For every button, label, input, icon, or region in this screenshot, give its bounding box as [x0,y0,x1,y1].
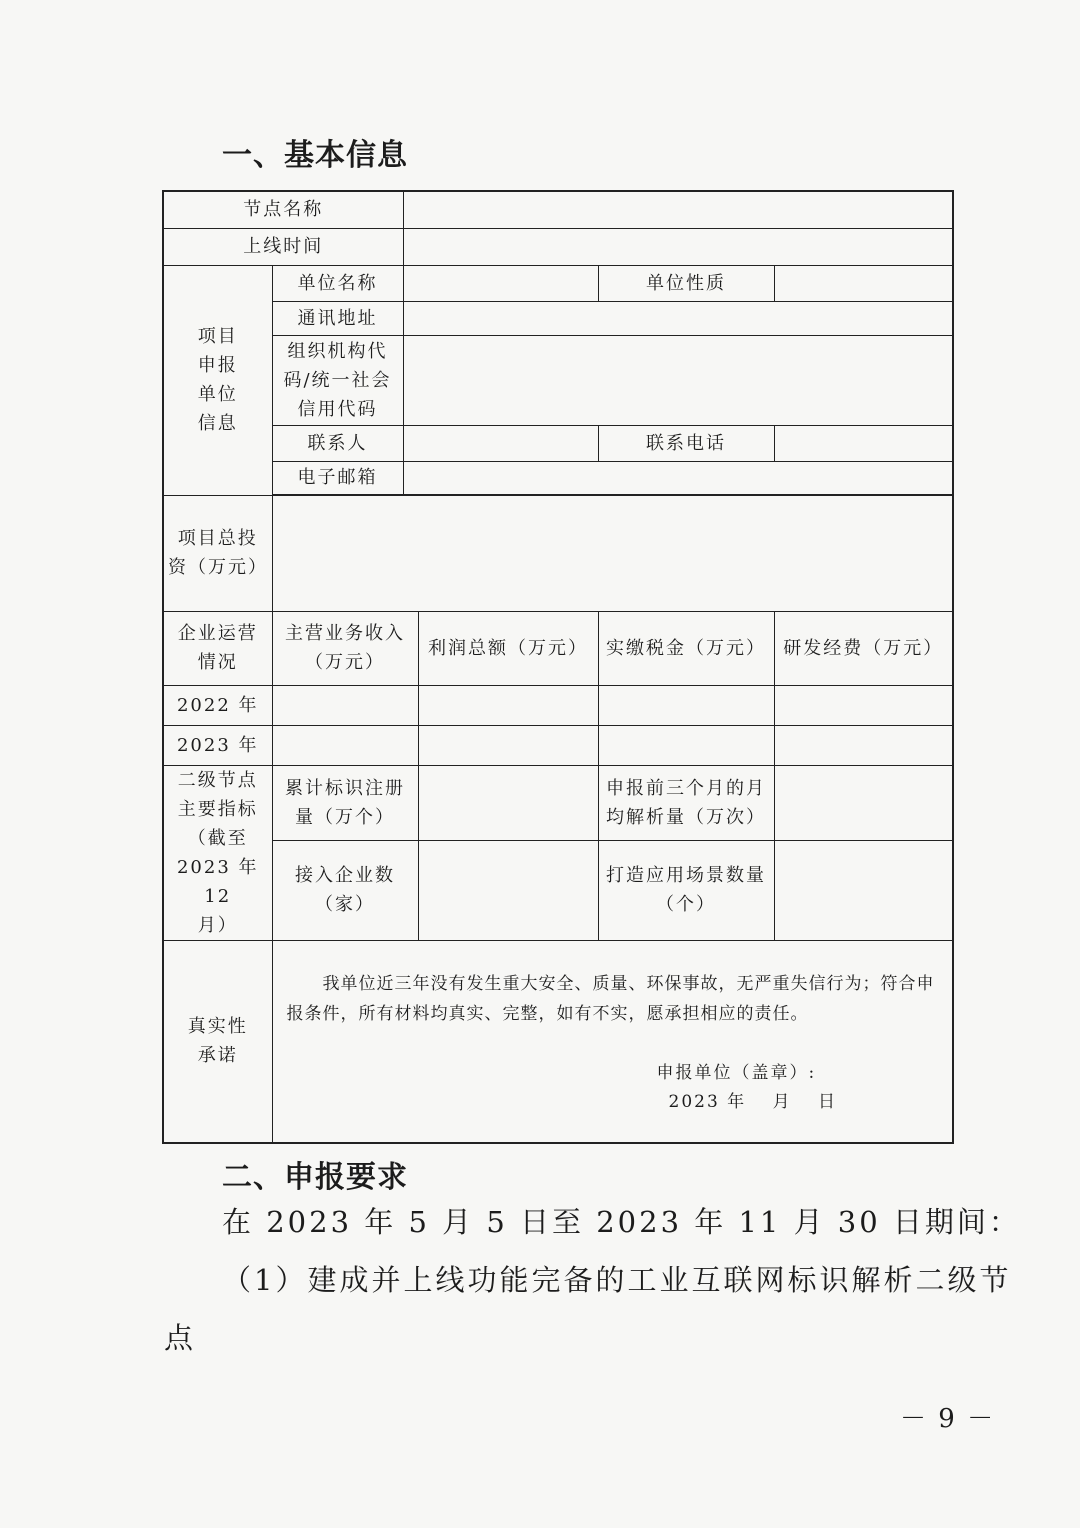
requirement-item-1-cont: 点 [164,1321,197,1355]
field-email[interactable] [403,461,953,494]
section-1-title: 一、基本信息 [222,138,408,173]
label-online-time: 上线时间 [163,228,403,265]
label-unit-name: 单位名称 [272,265,403,301]
field-investment[interactable] [272,495,953,611]
field-2023-profit[interactable] [418,725,598,765]
field-2023-rnd[interactable] [774,725,953,765]
field-2022-profit[interactable] [418,685,598,725]
promise-content [272,940,953,1143]
field-unit-name[interactable] [403,265,598,301]
field-monthly-resolve[interactable] [774,765,953,841]
page-number: － 9 － [900,1404,996,1434]
basic-info-table [162,190,954,1144]
label-year-2022: 2022 年 [163,685,272,725]
label-scenarios: 打造应用场景数量 （个） [598,841,774,940]
field-phone[interactable] [774,425,953,461]
section-2-title: 二、申报要求 [222,1160,408,1195]
header-rnd: 研发经费（万元） [774,611,953,685]
field-2022-revenue[interactable] [272,685,418,725]
label-monthly-resolve: 申报前三个月的月 均解析量（万次） [598,765,774,841]
requirement-period: 在 2023 年 5 月 5 日至 2023 年 11 月 30 日期间： [222,1205,1021,1239]
label-indicators: 二级节点 主要指标 （截至 2023 年 12 月） [163,765,272,940]
field-2022-rnd[interactable] [774,685,953,725]
header-profit: 利润总额（万元） [418,611,598,685]
label-promise: 真实性 承诺 [163,940,272,1143]
label-email: 电子邮箱 [272,461,403,494]
header-main-revenue: 主营业务收入 （万元） [272,611,418,685]
field-address[interactable] [403,301,953,335]
label-unit-nature: 单位性质 [598,265,774,301]
field-org-code[interactable] [403,335,953,425]
field-2023-revenue[interactable] [272,725,418,765]
promise-text: 我单位近三年没有发生重大安全、质量、环保事故，无严重失信行为；符合申报条件，所有材料均真实、完整，如有不实，愿承担相应的责任。 [286,973,935,1024]
label-connected: 接入企业数 （家） [272,841,418,940]
field-2023-tax[interactable] [598,725,774,765]
field-online-time[interactable] [403,228,953,265]
label-node-name: 节点名称 [163,191,403,228]
label-operation: 企业运营 情况 [163,611,272,685]
field-cumulative-reg[interactable] [418,765,598,841]
promise-signature [287,1059,943,1117]
field-2022-tax[interactable] [598,685,774,725]
field-node-name[interactable] [403,191,953,228]
promise-date: 2023 年 月 日 [668,1091,837,1112]
label-contact: 联系人 [272,425,403,461]
field-scenarios[interactable] [774,841,953,940]
label-address: 通讯地址 [272,301,403,335]
label-org-code: 组织机构代 码/统一社会 信用代码 [272,335,403,425]
label-year-2023: 2023 年 [163,725,272,765]
label-applicant-info: 项目 申报 单位 信息 [163,265,272,495]
field-contact[interactable] [403,425,598,461]
field-unit-nature[interactable] [774,265,953,301]
label-phone: 联系电话 [598,425,774,461]
label-cumulative-reg: 累计标识注册 量（万个） [272,765,418,841]
header-tax: 实缴税金（万元） [598,611,774,685]
promise-sign-unit: 申报单位（盖章）: [656,1062,817,1083]
field-connected[interactable] [418,841,598,940]
requirement-item-1: （1）建成并上线功能完备的工业互联网标识解析二级节 [222,1263,1012,1297]
label-investment: 项目总投 资（万元） [163,495,272,611]
